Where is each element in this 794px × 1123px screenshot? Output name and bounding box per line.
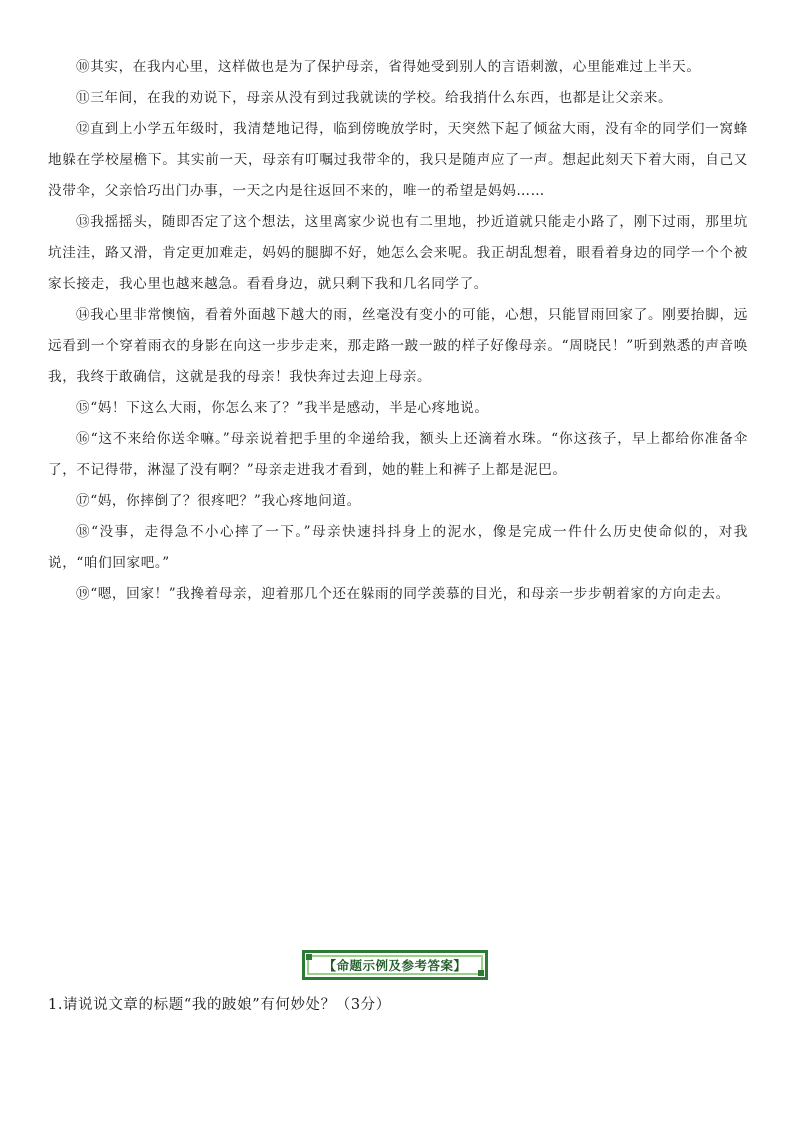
paragraph-19: ⑲“嗯，回家！”我搀着母亲，迎着那几个还在躲雨的同学羡慕的目光，和母亲一步步朝着家的方向走去。 xyxy=(76,586,730,602)
paragraph-11: ⑪三年间，在我的劝说下，母亲从没有到过我就读的学校。给我捎什么东西，也都是让父亲来。 xyxy=(76,90,673,106)
corner-ornament xyxy=(306,954,312,960)
article-body xyxy=(48,52,748,610)
paragraph-14: ⑭我心里非常懊恼，看着外面越下越大的雨，丝毫没有变小的可能，心想，只能冒雨回家了。刚要抬脚，远远看到一个穿着雨衣的身影在向这一步步走来，那走路一跛一跛的样子好像母亲。“周晓民！”听到熟悉的声音唤我，我终于敢确信，这就是我的母亲！我快奔过去迎上母亲。 xyxy=(48,307,748,385)
paragraph-16: ⑯“这不来给你送伞嘛。”母亲说着把手里的伞递给我，额头上还滴着水珠。“你这孩子，早上都给你准备伞了，不记得带，淋湿了没有啊？”母亲走进我才看到，她的鞋上和裤子上都是泥巴。 xyxy=(48,431,748,478)
paragraph-10: ⑩其实，在我内心里，这样做也是为了保护母亲，省得她受到别人的言语刺激，心里能难过上半天。 xyxy=(76,59,701,75)
paragraph-13: ⑬我摇摇头，随即否定了这个想法，这里离家少说也有二里地，抄近道就只能走小路了，刚下过雨，那里坑坑洼洼，路又滑，肯定更加难走，妈妈的腿脚不好，她怎么会来呢。我正胡乱想着，眼看着身边的同学一个个被家长接走，我心里也越来越急。看看身边，就只剩下我和几名同学了。 xyxy=(48,214,748,292)
paragraph-12: ⑫直到上小学五年级时，我清楚地记得，临到傍晚放学时，天突然下起了倾盆大雨，没有伞的同学们一窝蜂地躲在学校屋檐下。其实前一天，母亲有叮嘱过我带伞的，我只是随声应了一声。想起此刻天下着大雨，自己又没带伞，父亲恰巧出门办事，一天之内是往返回不来的，唯一的希望是妈妈…… xyxy=(48,121,748,199)
paragraph-18: ⑱“没事，走得急不小心摔了一下。”母亲快速抖抖身上的泥水，像是完成一件什么历史使命似的，对我说，“咱们回家吧。” xyxy=(48,524,748,571)
paragraph-15: ⑮“妈！下这么大雨，你怎么来了？”我半是感动，半是心疼地说。 xyxy=(76,400,489,416)
corner-ornament xyxy=(478,970,484,976)
section-header-title: 【命题示例及参考答案】 xyxy=(323,958,467,973)
paragraph-17: ⑰“妈，你摔倒了？很疼吧？”我心疼地问道。 xyxy=(76,493,361,509)
question-1: 1.请说说文章的标题“我的跛娘”有何妙处？（3分） xyxy=(48,997,391,1013)
section-header-banner xyxy=(302,950,488,980)
